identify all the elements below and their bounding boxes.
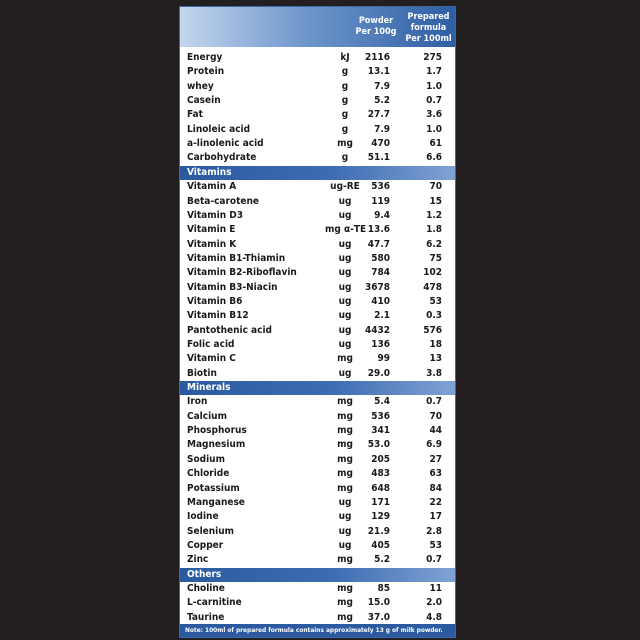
prepared-value: 22 [429,496,442,508]
nutrient-unit: g [341,109,349,121]
table-row [180,223,455,237]
nutrient-unit: ug [338,310,352,322]
table-row [180,510,455,524]
nutrient-unit: ug [338,339,352,350]
table-row [180,453,455,467]
prepared-value: 53 [429,539,442,551]
column-header-prepared: Prepared formula Per 100ml [405,12,452,44]
nutrient-unit: ug [338,295,352,307]
nutrient-unit: ug [338,539,352,551]
nutrient-unit: mg α-TE [325,224,367,236]
nutrient-unit: ug [338,511,352,523]
table-row [180,395,455,409]
table-row [180,123,455,137]
prepared-value: 4.8 [426,611,442,623]
powder-value: 7.9 [374,123,390,135]
table-row [180,496,455,510]
nutrient-unit: kJ [340,52,350,63]
table-row [180,324,455,338]
powder-value: 3678 [364,281,390,293]
nutrient-unit: mg [337,353,353,365]
table-row [180,525,455,539]
nutrient-name: Selenium [187,525,235,537]
prepared-value: 478 [423,281,442,293]
powder-value: 4432 [364,324,390,336]
powder-value: 15.0 [367,597,390,609]
nutrient-unit: mg [337,611,353,623]
nutrient-name: Pantothenic acid [187,324,272,336]
powder-value: 5.2 [374,95,390,107]
prepared-value: 61 [429,138,442,150]
table-row [180,482,455,496]
section-header-minerals [180,381,455,395]
powder-value: 784 [371,267,390,279]
prepared-value: 0.7 [426,396,442,408]
nutrient-name: Choline [187,582,225,594]
table-row [180,438,455,452]
table-row [180,352,455,366]
powder-value: 119 [371,195,390,207]
powder-value: 410 [371,295,390,307]
nutrient-unit: ug [338,195,352,207]
column-header-powder: Powder Per 100g [355,16,397,37]
powder-value: 2.1 [374,310,390,322]
powder-value: 580 [371,252,390,264]
nutrient-unit: mg [337,453,353,465]
footnote: Note: 100ml of prepared formula contains approximately 13 g of milk powder. [180,624,455,637]
powder-value: 21.9 [367,525,390,537]
table-header [180,7,455,47]
nutrient-name: Vitamin A [187,181,237,193]
table-row [180,410,455,424]
prepared-value: 3.8 [426,367,442,379]
powder-value: 5.2 [374,554,390,566]
table-row [180,151,455,165]
table-row [180,238,455,252]
nutrient-unit: ug [338,525,352,537]
nutrient-name: Sodium [187,453,225,465]
prepared-value: 70 [429,410,442,422]
powder-value: 51.1 [367,152,390,164]
table-row [180,80,455,94]
nutrient-unit: g [341,123,349,135]
nutrient-unit: g [341,152,349,164]
nutrient-name: Vitamin B1-Thiamin [187,252,286,264]
table-row [180,582,455,596]
table-row [180,266,455,280]
nutrient-unit: ug [338,267,352,279]
powder-value: 13.1 [367,66,390,78]
nutrient-name: Potassium [187,482,240,494]
nutrient-name: Fat [187,109,203,121]
table-row [180,252,455,266]
nutrient-name: Iodine [187,511,219,523]
prepared-value: 0.3 [426,310,442,322]
nutrition-table [179,6,456,638]
powder-value: 483 [371,468,390,480]
nutrient-unit: ug [338,496,352,508]
table-row [180,65,455,79]
powder-value: 5.4 [374,396,390,408]
nutrient-unit: mg [337,439,353,451]
nutrient-unit: mg [337,425,353,437]
nutrient-name: whey [187,80,214,92]
nutrient-name: Iron [187,396,208,408]
nutrient-unit: ug [338,209,352,221]
powder-value: 13.6 [367,224,390,236]
table-row [180,424,455,438]
nutrient-name: Copper [187,539,224,551]
powder-value: 136 [371,339,390,350]
section-title: Others [187,568,222,580]
nutrient-unit: ug [338,252,352,264]
nutrient-unit: mg [337,582,353,594]
nutrient-name: Zinc [187,554,209,566]
powder-value: 53.0 [367,439,390,451]
nutrient-unit: mg [337,468,353,480]
prepared-value: 0.7 [426,95,442,107]
nutrient-name: Biotin [187,367,217,379]
nutrient-unit: g [341,66,349,78]
table-row [180,195,455,209]
nutrient-unit: mg [337,396,353,408]
prepared-value: 1.0 [426,80,442,92]
nutrient-name: Beta-carotene [187,195,260,207]
nutrient-name: a-linolenic acid [187,138,264,150]
nutrient-name: Vitamin B12 [187,310,249,322]
table-row [180,338,455,352]
prepared-value: 70 [429,181,442,193]
nutrient-name: Vitamin E [187,224,236,236]
table-row [180,281,455,295]
prepared-value: 0.7 [426,554,442,566]
prepared-value: 2.8 [426,525,442,537]
powder-value: 205 [371,453,390,465]
powder-value: 2116 [364,52,390,63]
nutrient-name: Protein [187,66,225,78]
prepared-value: 75 [429,252,442,264]
nutrient-name: Linoleic acid [187,123,251,135]
powder-value: 85 [377,582,390,594]
prepared-value: 275 [423,52,442,63]
nutrient-name: Calcium [187,410,227,422]
table-row [180,309,455,323]
nutrient-name: Carbohydrate [187,152,257,164]
table-row [180,108,455,122]
prepared-value: 102 [423,267,442,279]
nutrient-name: L-carnitine [187,597,242,609]
prepared-value: 63 [429,468,442,480]
powder-value: 27.7 [367,109,390,121]
nutrient-name: Vitamin C [187,353,236,365]
nutrient-unit: ug [338,367,352,379]
prepared-value: 1.0 [426,123,442,135]
prepared-value: 6.6 [426,152,442,164]
nutrient-name: Phosphorus [187,425,247,437]
prepared-value: 53 [429,295,442,307]
section-title: Vitamins [187,166,232,178]
table-row [180,553,455,567]
nutrient-unit: ug [338,324,352,336]
powder-value: 29.0 [367,367,390,379]
nutrient-name: Vitamin B2-Riboflavin [187,267,297,279]
prepared-value: 1.2 [426,209,442,221]
table-row [180,367,455,381]
prepared-value: 3.6 [426,109,442,121]
prepared-value: 1.7 [426,66,442,78]
nutrient-name: Vitamin B6 [187,295,243,307]
section-header-others [180,568,455,582]
nutrient-unit: mg [337,554,353,566]
table-row [180,51,455,65]
nutrient-unit: mg [337,410,353,422]
nutrient-name: Vitamin K [187,238,237,250]
table-row [180,94,455,108]
powder-value: 648 [371,482,390,494]
table-row [180,611,455,625]
powder-value: 37.0 [367,611,390,623]
table-row [180,539,455,553]
table-row [180,137,455,151]
prepared-value: 2.0 [426,597,442,609]
powder-value: 9.4 [374,209,390,221]
nutrient-name: Magnesium [187,439,246,451]
prepared-value: 1.8 [426,224,442,236]
prepared-value: 6.9 [426,439,442,451]
table-row [180,295,455,309]
prepared-value: 84 [429,482,442,494]
powder-value: 129 [371,511,390,523]
prepared-value: 18 [429,339,442,350]
nutrient-unit: g [341,80,349,92]
prepared-value: 6.2 [426,238,442,250]
prepared-value: 15 [429,195,442,207]
table-row [180,596,455,610]
prepared-value: 17 [429,511,442,523]
powder-value: 405 [371,539,390,551]
nutrient-unit: mg [337,597,353,609]
table-row [180,467,455,481]
table-row [180,180,455,194]
nutrient-unit: g [341,95,349,107]
powder-value: 536 [371,410,390,422]
nutrient-unit: ug [338,238,352,250]
table-row [180,209,455,223]
powder-value: 99 [377,353,390,365]
nutrient-name: Chloride [187,468,230,480]
powder-value: 47.7 [367,238,390,250]
prepared-value: 27 [429,453,442,465]
prepared-value: 44 [429,425,442,437]
powder-value: 470 [371,138,390,150]
prepared-value: 11 [429,582,442,594]
powder-value: 171 [371,496,390,508]
section-title: Minerals [187,382,231,394]
nutrient-unit: mg [337,482,353,494]
nutrient-name: Vitamin D3 [187,209,243,221]
powder-value: 341 [371,425,390,437]
nutrient-name: Energy [187,52,223,63]
nutrient-name: Taurine [187,611,225,623]
nutrient-name: Folic acid [187,339,235,350]
nutrient-unit: ug [338,281,352,293]
nutrient-name: Casein [187,95,221,107]
nutrient-name: Vitamin B3-Niacin [187,281,278,293]
prepared-value: 576 [423,324,442,336]
nutrient-unit: mg [337,138,353,150]
prepared-value: 13 [429,353,442,365]
powder-value: 7.9 [374,80,390,92]
nutrient-unit: ug-RE [330,181,360,193]
section-header-vitamins [180,166,455,180]
powder-value: 536 [371,181,390,193]
nutrient-name: Manganese [187,496,245,508]
